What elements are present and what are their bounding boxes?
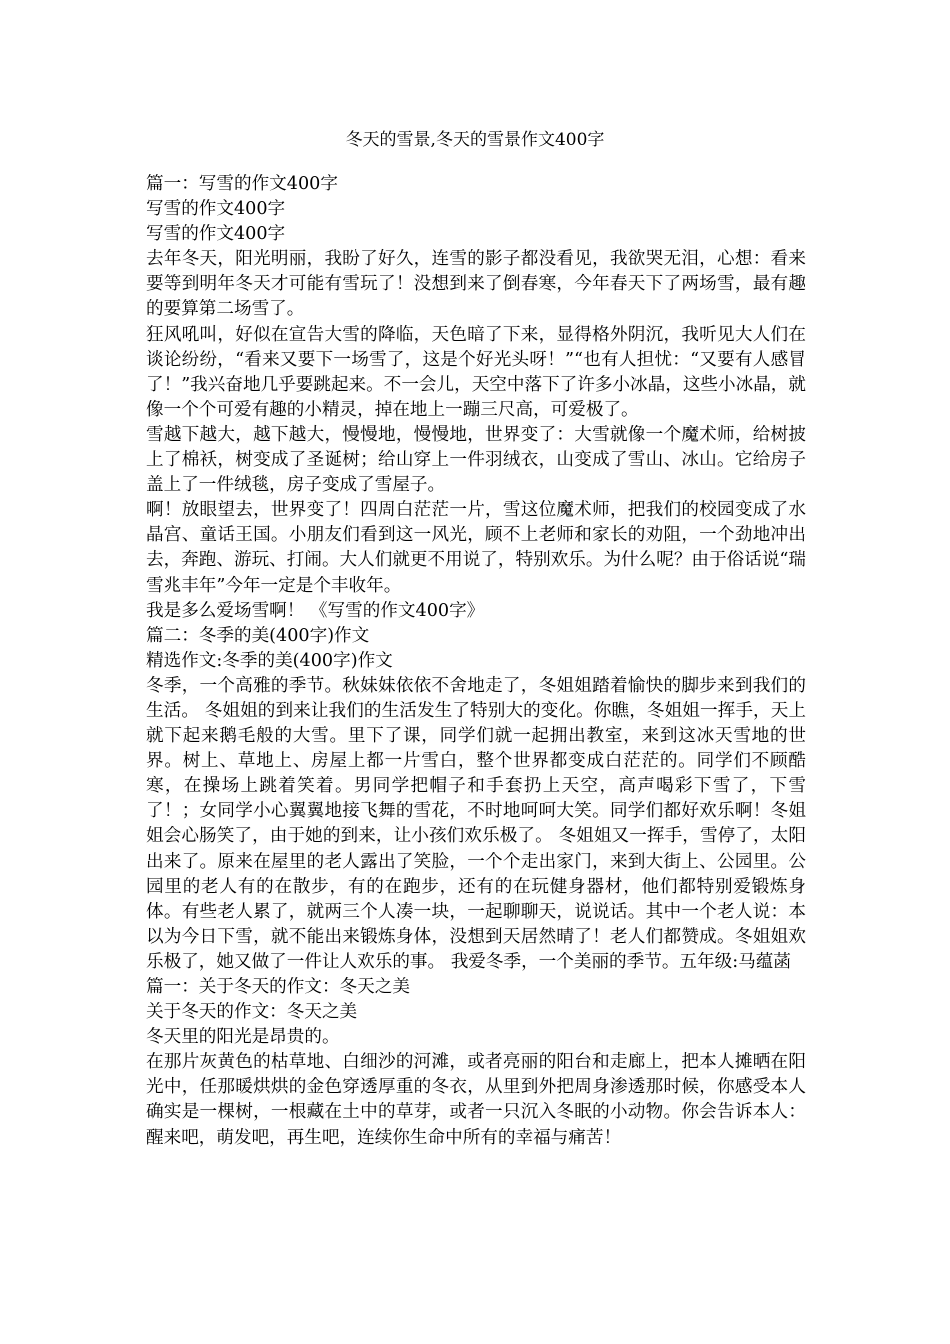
- body-paragraph: 冬天里的阳光是昂贵的。: [146, 1027, 340, 1048]
- article-title: 关于冬天的作文：冬天之美: [146, 1002, 358, 1023]
- body-paragraph: 去年冬天，阳光明丽，我盼了好久，连雪的影子都没看见，我欲哭无泪，心想：看来要等到明年冬天才可能有雪玩了！没想到来了倒春寒，今年春天下了两场雪，最有趣的要算第二场雪了。: [146, 249, 806, 320]
- section-heading: 篇一：关于冬天的作文：冬天之美: [146, 977, 410, 997]
- document-body: [146, 172, 806, 1151]
- article-title: 精选作文:冬季的美(400字)作文: [146, 650, 393, 671]
- body-paragraph: 在那片灰黄色的枯草地、白细沙的河滩，或者亮丽的阳台和走廊上，把本人摊晒在阳光中，任那暖烘烘的金色穿透厚重的冬衣，从里到外把周身渗透那时候，你感受本人确实是一棵树，一根藏在土中的草芽，或者一只沉入冬眠的小动物。你会告诉本人：醒来吧，萌发吧，再生吧，连续你生命中所有的幸福与痛苦！: [146, 1052, 806, 1148]
- body-paragraph: 啊！放眼望去，世界变了！四周白茫茫一片，雪这位魔术师，把我们的校园变成了水晶宫、童话王国。小朋友们看到这一风光，顾不上老师和家长的劝阻，一个劲地冲出去，奔跑、游玩、打闹。大人们就更不用说了，特别欢乐。为什么呢？由于俗话说“瑞雪兆丰年”今年一定是个丰收年。: [146, 500, 806, 596]
- body-paragraph: 雪越下越大，越下越大，慢慢地，慢慢地，世界变了：大雪就像一个魔术师，给树披上了棉袄，树变成了圣诞树；给山穿上一件羽绒衣，山变成了雪山、冰山。它给房子盖上了一件绒毯，房子变成了雪屋子。: [146, 424, 806, 496]
- section-heading: 篇一：写雪的作文400字: [146, 174, 338, 194]
- body-paragraph: 冬季，一个高雅的季节。秋妹妹依依不舍地走了，冬姐姐踏着愉快的脚步来到我们的生活。 冬姐姐的到来让我们的生活发生了特别大的变化。你瞧，冬姐姐一挥手，天上就下起来鹅毛般的大雪。里下了课，同学们就一起拥出教室，来到这冰天雪地的世界。树上、草地上、房屋上都一片雪白，整个世界都变成白茫茫的。同学们不顾酷寒，在操场上跳着笑着。男同学把帽子和手套扔上天空，高声喝彩下雪了，下雪了！；女同学小心翼翼地接飞舞的雪花，不时地呵呵大笑。同学们都好欢乐啊！冬姐姐会心肠笑了，由于她的到来，让小孩们欢乐极了。 冬姐姐又一挥手，雪停了，太阳出来了。原来在屋里的老人露出了笑脸，一个个走出家门，来到大街上、公园里。公园里的老人有的在散步，有的在跑步，还有的在玩健身器材，他们都特别爱锻炼身体。有些老人累了，就两三个人凑一块，一起聊聊天，说说话。其中一个老人说：本以为今日下雪，就不能出来锻炼身体，没想到天居然晴了！老人们都赞成。冬姐姐欢乐极了，她又做了一件让人欢乐的事。 我爱冬季，一个美丽的季节。五年级:马蕴菡: [146, 675, 806, 972]
- section-heading: 篇二：冬季的美(400字)作文: [146, 625, 370, 646]
- page-title: 冬天的雪景,冬天的雪景作文400字: [345, 130, 605, 150]
- body-paragraph: 狂风吼叫，好似在宣告大雪的降临，天色暗了下来，显得格外阴沉，我听见大人们在谈论纷纷，“看来又要下一场雪了，这是个好光头呀！”“也有人担忧：“又要有人感冒了！”我兴奋地几乎要跳起来。不一会儿，天空中落下了许多小冰晶，这些小冰晶，就像一个个可爱有趣的小精灵，掉在地上一蹦三尺高，可爱极了。: [146, 324, 806, 420]
- article-title: 写雪的作文400字: [146, 199, 286, 220]
- body-paragraph: 我是多么爱场雪啊！ 《写雪的作文400字》: [146, 600, 485, 621]
- article-title: 写雪的作文400字: [146, 224, 286, 245]
